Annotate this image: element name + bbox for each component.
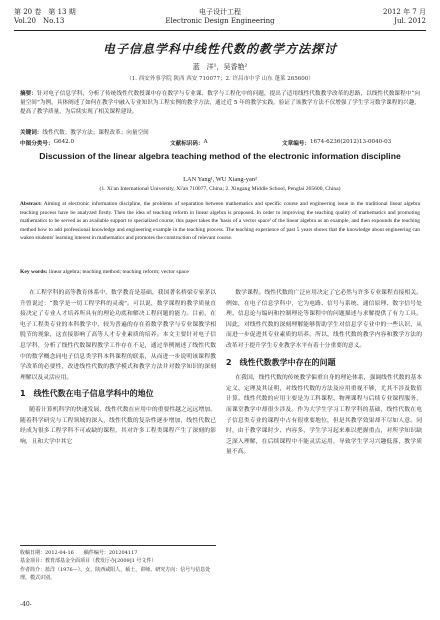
- section-1-continued-paragraph: 数学课程。线性代数的广泛应用决定了它必然与许多专业课程直接相关。例如，在电子信息学科中，它为电路、信号与系统、通信原理、数字信号处理、信息论与编码和控制理论等课程中的问题描述与求解提供了有力工具。因此，对线性代数的深刻理解能够帮助学生对信息学专业中的一些认识，从而进一步促进其专业素质的培养。所以，线性代数的教学内容和教学方法的改革对于提升学生专业教学水平有着十分重要的意义。: [226, 290, 422, 349]
- body-column-left: [20, 288, 216, 447]
- header-date: [383, 8, 426, 26]
- abstract-en: [20, 200, 420, 243]
- keywords-en-text: linear algebra; teaching method; teaching reform; vector space: [48, 269, 189, 275]
- section-2-paragraph: 在我国，线性代数的传统教学偏重自身的理论体系，强调线性代数的基本定义、定理及其证明，对线性代数的方法及应用重视不够，尤其不涉及数值计算。线性代数的应用主要是为工科课程、物理课程与后续专业课程服务，而课堂教学中却很少涉及。作为大学生学习工程学科的基础，线性代数在电子信息类专业的课程中占有很重要地位，但是其教学效果却不尽如人意。同时，由于教学课时少、内容多，学生学习起来难以把握重点，对所学知识缺乏深入理解，在后续课程中不能灵活运用，导致学生学习兴趣低落，教学质量不高。: [226, 375, 422, 456]
- article-number-value: 1674-6236(2012)13-0040-03: [309, 139, 392, 145]
- header-rule: [14, 30, 426, 31]
- abstract-cn: [20, 90, 420, 117]
- footnote-author: 作者简介：蓝洋（1976—），女，陕西咸阳人，硕士，讲师。研究方向：信号与信息处理。模式识别。: [20, 566, 211, 582]
- keywords-en: [20, 269, 420, 275]
- affiliation-cn: （1. 西安外事学院 陕西 西安 710077；2. 许昌市中学 山东 蓬莱 265600）: [126, 76, 314, 82]
- abstract-cn-label: 摘要：: [20, 91, 38, 97]
- doc-code: [170, 139, 208, 147]
- keywords-cn: [20, 128, 420, 136]
- abstract-cn-text: 针对电子信息学科，分析了传统线性代数授课中存在数学与专业课、数学与工程化中的问题，提出了适用线性代数教学改革的思路，以线性代数课程中“向量空间”为例，具体阐述了如何在教学中融入专业知识为工程实例的教学方法，通过近 5 年的教学实践，验证了该教学方法不仅增强了学生学习数学课程的兴趣，提高了教学质量，为后续实现了相关课程建设。: [20, 91, 420, 115]
- abstract-en-label: Abstract:: [20, 201, 42, 207]
- keywords-cn-label: 关键词：: [20, 130, 43, 136]
- doc-code-value: A: [203, 139, 208, 145]
- page-number: -40-: [20, 601, 32, 608]
- keywords-cn-text: 线性代数；教学方法；课程改革；向量空间: [42, 130, 149, 136]
- body-column-right: [226, 288, 422, 458]
- authors-cn: 蓝 洋¹，吴香艳²: [192, 63, 248, 71]
- section-1-heading: 1 线性代数在电子信息学科中的地位: [20, 389, 154, 399]
- paper-title-cn: 电子信息学科中线性代数的教学方法探讨: [102, 42, 337, 56]
- header-journal: [14, 8, 426, 26]
- date-en: Jul. 2012: [394, 17, 426, 25]
- section-1-paragraph: 随着计算机科学的快速发展，线性代数在应用中的重要性越之远远增加。随着科学研究与工程领域的深入，线性代数的复杂性逐步增加，线性代数已经成为很多工程学科不可或缺的课程，其对许多工程类课程产生了深刻的影响，且和大学中其它: [20, 406, 216, 445]
- volume-en: Vol.20 No.13: [14, 17, 65, 25]
- running-header: [14, 6, 426, 36]
- date-cn: 2012 年 7 月: [383, 8, 426, 16]
- doc-code-label: 文献标识码：: [170, 141, 204, 147]
- article-number-label: 文章编号：: [282, 141, 310, 147]
- footnotes: [20, 545, 216, 583]
- class-number-value: G642.0: [53, 139, 75, 145]
- footnote-fund: 基金项目：教育部基金全面项目（教发厅办[2009]1 号文件）: [20, 558, 157, 565]
- intro-paragraph: 在工程学科的高等教育体系中，数学教育是基础，我国著名桥梁专家茅以升曾说过：“数学是一切工程学科的灵魂”。可以说，数学课程的教学质量直接决定了专业人才培养所具有的理论功底和解决工程问题的能力。目前，在电子工程类专业的本科教学中，较为普遍的存在着数学教学与专业课教学相脱节的现象，这直接影响了高等人才专业素质的培养。本文主要针对电子信息学科，分析了线性代数课程教学工作存在不足，通过举例阐述了线性代数中的数学概念同电子信息类学科本科课程的联系，从而进一步说明该课程教学改革的必要性，改进线性代数的教学模式和教学方法并对数学知识的深刻理解以及灵活应用。: [20, 290, 216, 381]
- paper-title-en: Discussion of the linear algebra teaching method of the electronic information discipline: [39, 151, 401, 161]
- class-number-label: 中图分类号：: [20, 141, 54, 147]
- journal-cn: 电子设计工程: [199, 8, 241, 16]
- class-number: [20, 139, 75, 147]
- keywords-en-label: Key words:: [20, 269, 48, 275]
- footnote-received: 收稿日期：2012-04-16 稿件编号：201204117: [20, 550, 138, 556]
- abstract-en-text: Aiming at electronic information discipline, the problems of separation between mathematics and specific course and engineering issue in the traditional linear algebra teaching process have be analyzed firstly. Then the idea of teaching reform in linear algebra is proposed. In order to improving the teaching quality of mathematics and promoting mathematics to be served as an available support to specialized course, this paper takes the 'basis of a vector space' of the linear algebra as an example, and then expounds the teaching method how to add professional knowledge and engineering example in the teaching process. The teaching experience of past 5 years shows that the knowledge about engineering can waken students' learning interest in mathematics and promotes the construction of relevant course.: [20, 201, 420, 242]
- volume-cn: 第 20 卷 第 13 期: [14, 8, 76, 16]
- section-2-heading: 2 线性代数教学中存在的问题: [226, 357, 336, 367]
- authors-en: LAN Yang¹, WU Xiang-yan²: [183, 176, 257, 183]
- article-number: [282, 139, 392, 147]
- affiliation-en: (1. Xi'an International University, Xi'an 710077, China; 2. Xingang Middle School, Penglai 265600, China): [99, 186, 341, 192]
- journal-en: Electronic Design Engineering: [165, 17, 275, 25]
